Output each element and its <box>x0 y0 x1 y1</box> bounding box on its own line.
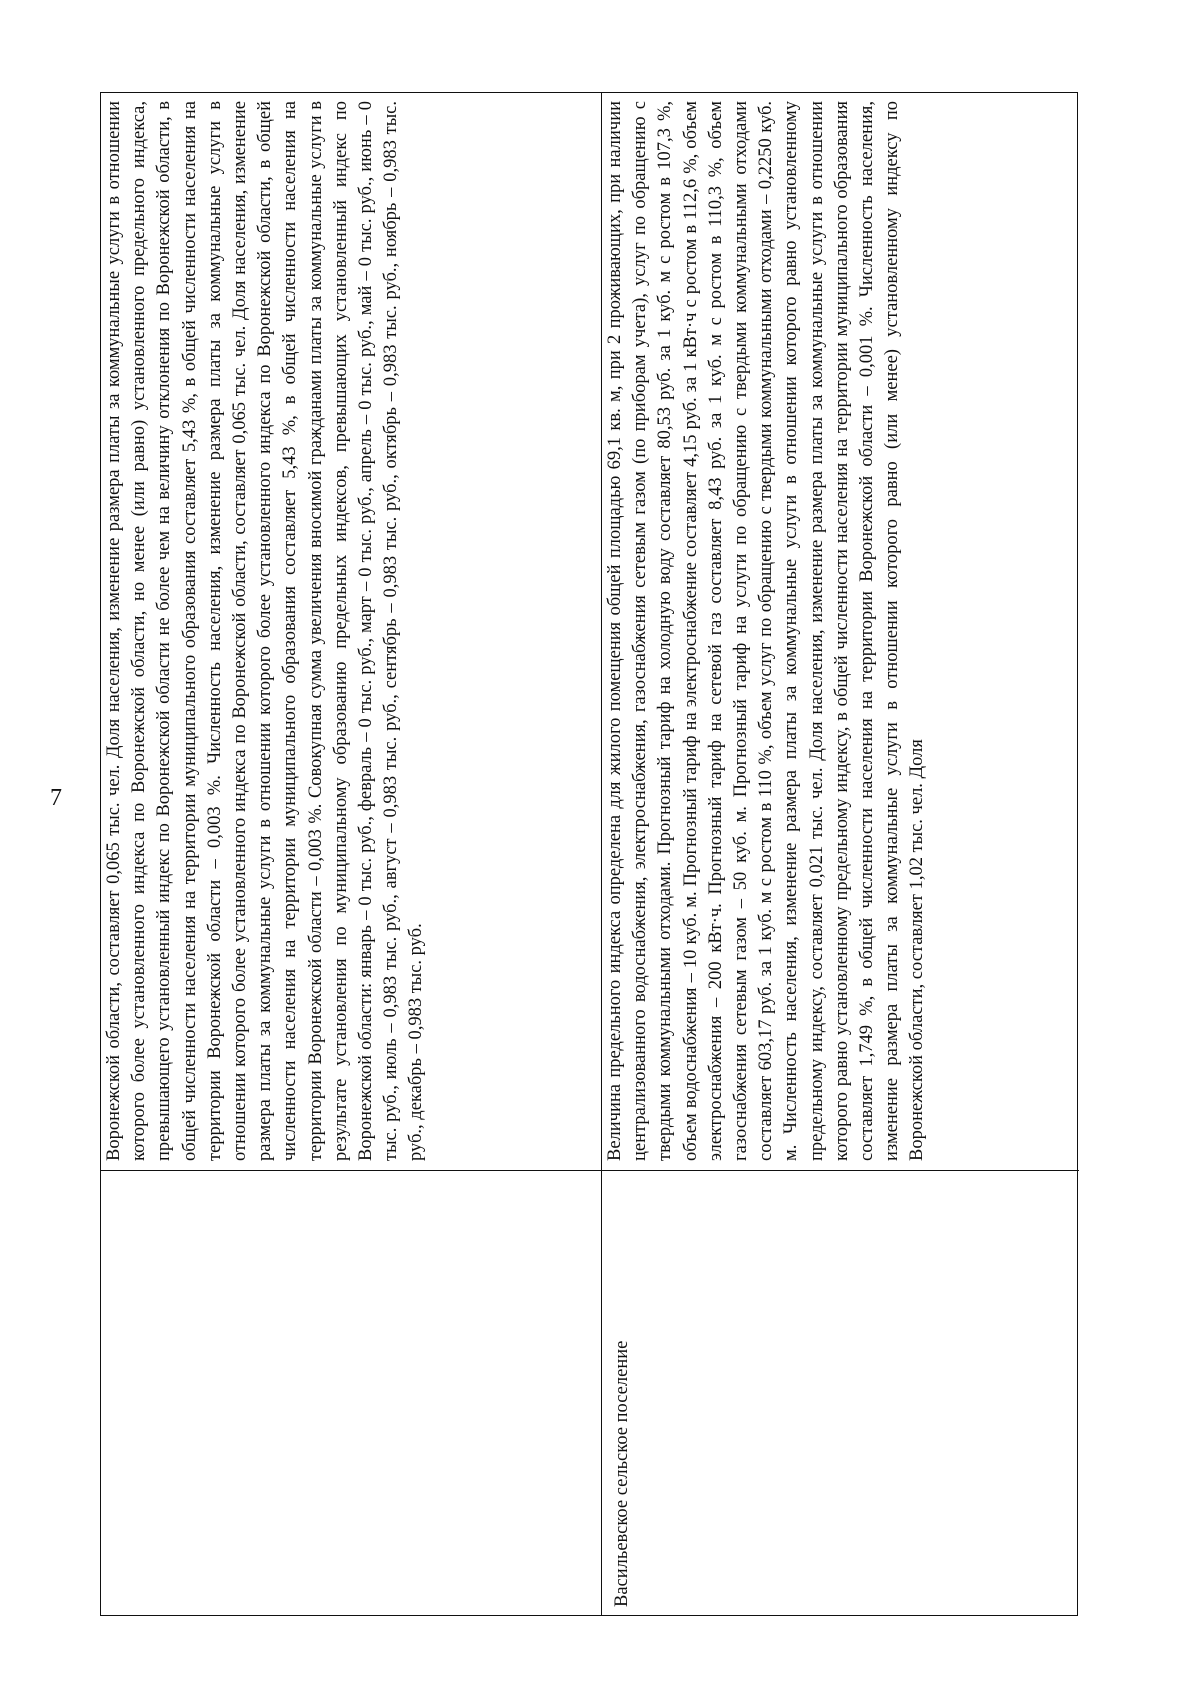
municipality-cell: Васильевское сельское поселение <box>602 1170 1079 1615</box>
page-number: 7 <box>50 785 62 811</box>
table-row <box>601 93 1079 1615</box>
document-table <box>100 92 1078 1616</box>
table-row <box>101 93 601 1615</box>
description-cell: Величина предельного индекса определена для жилого помещения общей площадью 69,1 кв. м, при 2 проживающих, при наличии централизованного водоснабжения, электроснабжения, газоснабжения сетевым газом (по приборам учета), услуг по обращению с твердыми коммунальными отходами. Прогнозный тариф на холодную воду составляет 80,53 руб. за 1 куб. м с ростом в 107,3 %, объем водоснабжения – 10 куб. м. Прогнозный тариф на электроснабжение составляет 4,15 руб. за 1 кВт·ч с ростом в 112,6 %, объем электроснабжения – 200 кВт·ч. Прогнозный тариф на сетевой газ составляет 8,43 руб. за 1 куб. м с ростом в 110,3 %, объем газоснабжения сетевым газом – 50 куб. м. Прогнозный тариф на услуги по обращению с твердыми коммунальными отходами составляет 603,17 руб. за 1 куб. м с ростом в 110 %, объем услуг по обращению с твердыми коммунальными отходами – 0,2250 куб. м. Численность населения, изменение размера платы за коммунальные услуги в отношении которого равно установленному предельному индексу, составляет 0,021 тыс. чел. Доля населения, изменение размера платы за коммунальные услуги в отношении которого равно установленному предельному индексу, в общей численности населения на территории муниципального образования составляет 1,749 %, в общей численности населения на территории Воронежской области – 0,001 %. Численность населения, изменение размера платы за коммунальные услуги в отношении которого равно (или менее) установленному индексу по Воронежской области, составляет 1,02 тыс. чел. Доля <box>605 101 928 1161</box>
description-cell: Воронежской области, составляет 0,065 тыс. чел. Доля населения, изменение размера платы за коммунальные услуги в отношении которого более установленного индекса по Воронежской области, но менее (или равно) установленного предельного индекса, превышающего установленный индекс по Воронежской области не более чем на величину отклонения по Воронежской области, в общей численности населения на территории муниципального образования составляет 5,43 %, в общей численности населения на территории Воронежской области – 0,003 %. Численность населения, изменение размера платы за коммунальные услуги в отношении которого более установленного индекса по Воронежской области, составляет 0,065 тыс. чел. Доля населения, изменение размера платы за коммунальные услуги в отношении которого более установленного индекса по Воронежской области, в общей численности населения на территории муниципального образования составляет 5,43 %, в общей численности населения на территории Воронежской области – 0,003 %. Совокупная сумма увеличения вносимой гражданами платы за коммунальные услуги в результате установления по муниципальному образованию предельных индексов, превышающих установленный индекс по Воронежской области: январь – 0 тыс. руб., февраль – 0 тыс. руб., март – 0 тыс. руб., апрель – 0 тыс. руб., май – 0 тыс. руб., июнь – 0 тыс. руб., июль – 0,983 тыс. руб., август – 0,983 тыс. руб., сентябрь – 0,983 тыс. руб., октябрь – 0,983 тыс. руб., ноябрь – 0,983 тыс. руб., декабрь – 0,983 тыс. руб. <box>104 101 427 1161</box>
municipality-cell <box>101 1170 601 1615</box>
